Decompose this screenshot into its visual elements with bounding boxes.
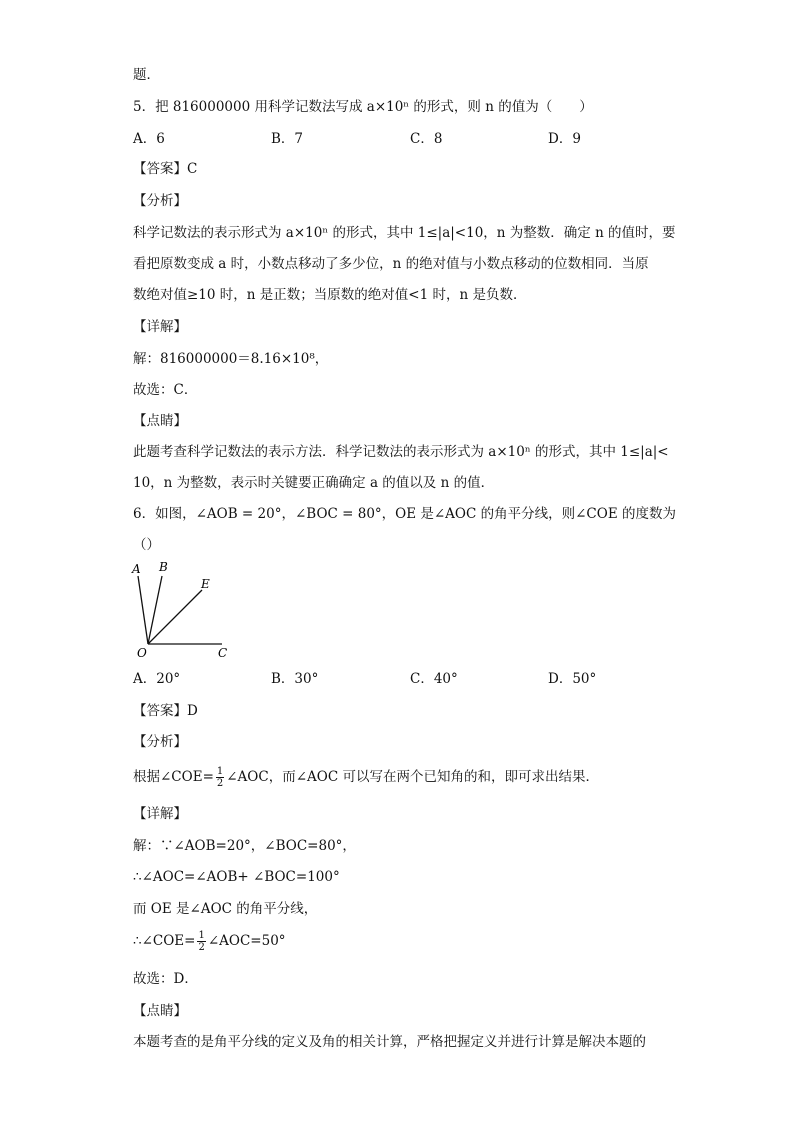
q5-detail-line-1: 解：816000000＝8.16×10⁸，	[133, 351, 329, 367]
q5-analysis-line-3: 数绝对值≥10 时，n 是正数；当原数的绝对值<1 时，n 是负数．	[133, 287, 527, 303]
q6-analysis-heading: 【分析】	[133, 734, 187, 750]
q6-option-d: D．50°	[548, 671, 597, 687]
q6-detail-4-pre: ∴∠COE=	[133, 933, 196, 949]
label-e: E	[201, 577, 210, 591]
q6-option-a: A．20°	[133, 671, 181, 687]
ray-ob	[148, 576, 162, 644]
label-c: C	[218, 646, 228, 660]
question-6-paren: （）	[133, 537, 160, 553]
q6-detail-heading: 【详解】	[133, 806, 187, 822]
q5-option-c: C．8	[410, 131, 443, 147]
ray-oa	[138, 576, 148, 644]
q6-detail-line-4	[133, 928, 286, 954]
fraction-half: $\frac{1}{2}$	[216, 766, 224, 789]
q5-option-a: A．6	[133, 131, 165, 147]
q5-option-d: D．9	[548, 131, 581, 147]
label-o: O	[137, 646, 147, 660]
q6-detail-4-post: ∠AOC=50°	[207, 933, 286, 949]
q6-detail-line-1: 解：∵∠AOB=20°，∠BOC=80°，	[133, 838, 356, 854]
q6-detail-line-2: ∴∠AOC=∠AOB+ ∠BOC=100°	[133, 869, 340, 885]
q5-comment-heading: 【点睛】	[133, 413, 187, 429]
q6-analysis-pre: 根据∠COE=	[133, 769, 214, 785]
q5-option-b: B．7	[271, 131, 304, 147]
question-5-stem: 5．把 816000000 用科学记数法写成 a×10ⁿ 的形式，则 n 的值为（ ）	[133, 99, 593, 115]
q5-detail-heading: 【详解】	[133, 319, 187, 335]
q6-analysis-line	[133, 764, 599, 790]
q6-comment-heading: 【点睛】	[133, 1003, 187, 1019]
text-line: 题．	[133, 67, 160, 83]
label-a: A	[132, 562, 141, 576]
q6-detail-line-3: 而 OE 是∠AOC 的角平分线，	[133, 901, 318, 917]
q5-analysis-line-1: 科学记数法的表示形式为 a×10ⁿ 的形式，其中 1≤|a|<10，n 为整数．确定 n 的值时，要	[133, 225, 676, 241]
q5-comment-line-2: 10，n 为整数，表示时关键要正确确定 a 的值以及 n 的值．	[133, 475, 495, 491]
label-b: B	[159, 560, 168, 574]
q5-detail-line-2: 故选：C．	[133, 382, 198, 398]
q5-analysis-line-2: 看把原数变成 a 时，小数点移动了多少位，n 的绝对值与小数点移动的位数相同．当原	[133, 256, 649, 272]
angle-figure	[128, 556, 238, 662]
q6-comment-line-1: 本题考查的是角平分线的定义及角的相关计算，严格把握定义并进行计算是解决本题的	[133, 1034, 646, 1050]
q6-answer: 【答案】D	[133, 703, 198, 719]
q5-analysis-heading: 【分析】	[133, 193, 187, 209]
q6-option-c: C．40°	[410, 671, 458, 687]
question-6-stem: 6．如图，∠AOB = 20°，∠BOC = 80°，OE 是∠AOC 的角平分线，则∠COE 的度数为	[133, 506, 676, 522]
ray-oe	[148, 590, 202, 644]
q6-analysis-post: ∠AOC，而∠AOC 可以写在两个已知角的和，即可求出结果．	[226, 769, 599, 785]
q5-answer: 【答案】C	[133, 161, 198, 177]
fraction-half: $\frac{1}{2}$	[198, 930, 205, 953]
q6-option-b: B．30°	[271, 671, 319, 687]
q6-detail-line-5: 故选：D．	[133, 971, 198, 987]
q5-comment-line-1: 此题考查科学记数法的表示方法．科学记数法的表示形式为 a×10ⁿ 的形式，其中 1≤|a|<	[133, 444, 669, 460]
